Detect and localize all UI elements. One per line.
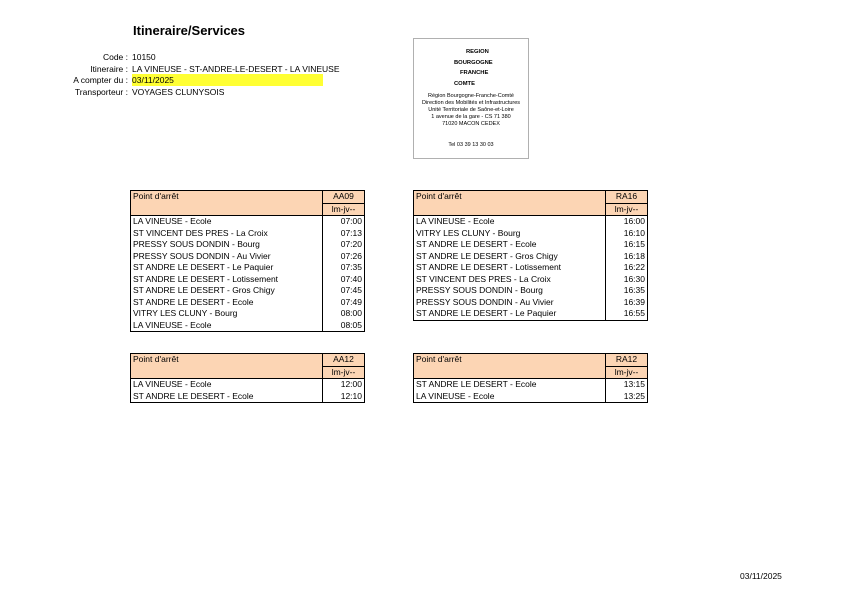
table-row	[131, 239, 365, 251]
stop-time: 16:30	[606, 274, 648, 286]
itineraire-value: LA VINEUSE - ST-ANDRE-LE-DESERT - LA VINEUSE	[132, 64, 340, 74]
stop-time: 13:25	[606, 391, 648, 403]
table-header	[131, 354, 365, 367]
stop-column-header: Point d'arrêt	[414, 191, 606, 216]
table-row	[131, 308, 365, 320]
logo-line: COMTE	[454, 80, 475, 87]
logo-line: BOURGOGNE	[454, 59, 493, 66]
date-label: A compter du :	[73, 75, 128, 85]
stop-time: 07:20	[323, 239, 365, 251]
timetable-aa09	[130, 190, 365, 332]
table-header	[131, 191, 365, 204]
region-logo-mark	[444, 47, 504, 89]
stop-name: VITRY LES CLUNY - Bourg	[414, 228, 606, 240]
transporteur-value: VOYAGES CLUNYSOIS	[132, 87, 225, 97]
stop-time: 08:05	[323, 320, 365, 332]
stop-name: VITRY LES CLUNY - Bourg	[131, 308, 323, 320]
address-line: Direction des Mobilités et Infrastructures	[421, 100, 521, 106]
service-code: AA12	[323, 354, 365, 367]
stop-name: LA VINEUSE - Ecole	[131, 216, 323, 228]
region-logo	[413, 38, 529, 159]
region-tel: Tel 03 39 13 30 03	[448, 142, 494, 148]
table-row	[131, 297, 365, 309]
itineraire-label: Itineraire :	[90, 64, 128, 74]
table-row	[131, 262, 365, 274]
service-days: lm-jv--	[606, 203, 648, 216]
stop-time: 07:00	[323, 216, 365, 228]
stop-column-header: Point d'arrêt	[131, 191, 323, 216]
stop-time: 16:18	[606, 251, 648, 263]
stop-time: 07:13	[323, 228, 365, 240]
table-row	[131, 274, 365, 286]
stop-name: ST ANDRE LE DESERT - Le Paquier	[131, 262, 323, 274]
table-row	[131, 285, 365, 297]
stop-name: LA VINEUSE - Ecole	[131, 320, 323, 332]
stop-name: ST VINCENT DES PRES - La Croix	[131, 228, 323, 240]
stop-name: ST ANDRE LE DESERT - Le Paquier	[414, 308, 606, 320]
stop-name: PRESSY SOUS DONDIN - Au Vivier	[414, 297, 606, 309]
stop-column-header: Point d'arrêt	[414, 354, 606, 379]
stop-name: ST ANDRE LE DESERT - Ecole	[131, 297, 323, 309]
date-highlight: 03/11/2025	[132, 74, 323, 86]
service-code: RA12	[606, 354, 648, 367]
stop-name: ST ANDRE LE DESERT - Ecole	[414, 239, 606, 251]
stop-name: ST ANDRE LE DESERT - Lotissement	[131, 274, 323, 286]
table-header	[414, 354, 648, 367]
table-row	[414, 379, 648, 391]
table-row	[131, 216, 365, 228]
stop-time: 12:00	[323, 379, 365, 391]
stop-name: ST ANDRE LE DESERT - Ecole	[414, 379, 606, 391]
table-row	[414, 239, 648, 251]
service-code: RA16	[606, 191, 648, 204]
timetable-aa12	[130, 353, 365, 403]
stop-name: PRESSY SOUS DONDIN - Bourg	[131, 239, 323, 251]
stop-name: ST ANDRE LE DESERT - Ecole	[131, 391, 323, 403]
stop-name: ST VINCENT DES PRES - La Croix	[414, 274, 606, 286]
address-line: Région Bourgogne-Franche-Comté	[428, 93, 514, 99]
table-row	[131, 320, 365, 332]
logo-line: FRANCHE	[460, 70, 489, 76]
table-row	[131, 379, 365, 391]
table-row	[414, 216, 648, 228]
stop-time: 12:10	[323, 391, 365, 403]
stop-name: ST ANDRE LE DESERT - Lotissement	[414, 262, 606, 274]
stop-time: 16:10	[606, 228, 648, 240]
table-row	[414, 262, 648, 274]
stop-time: 07:40	[323, 274, 365, 286]
stop-time: 07:35	[323, 262, 365, 274]
stop-name: ST ANDRE LE DESERT - Gros Chigy	[414, 251, 606, 263]
stop-time: 16:39	[606, 297, 648, 309]
table-row	[414, 391, 648, 403]
address-line: Unité Territoriale de Saône-et-Loire	[428, 107, 514, 113]
timetable-ra16	[413, 190, 648, 321]
stop-time: 07:26	[323, 251, 365, 263]
logo-line: REGION	[466, 49, 489, 55]
transporteur-label: Transporteur :	[74, 87, 128, 97]
region-address	[416, 93, 526, 128]
table-row	[414, 285, 648, 297]
timetable-ra12	[413, 353, 648, 403]
stop-name: PRESSY SOUS DONDIN - Au Vivier	[131, 251, 323, 263]
table-row	[414, 228, 648, 240]
footer-date: 03/11/2025	[740, 571, 782, 581]
stop-time: 16:00	[606, 216, 648, 228]
stop-time: 16:22	[606, 262, 648, 274]
stop-time: 08:00	[323, 308, 365, 320]
table-row	[414, 274, 648, 286]
stop-time: 16:35	[606, 285, 648, 297]
code-label: Code :	[102, 52, 128, 62]
page-title: Itineraire/Services	[133, 23, 246, 38]
stop-name: LA VINEUSE - Ecole	[414, 391, 606, 403]
table-row	[131, 228, 365, 240]
stop-time: 07:49	[323, 297, 365, 309]
address-line: 71020 MACON CEDEX	[442, 121, 500, 127]
table-row	[414, 251, 648, 263]
service-days: lm-jv--	[323, 366, 365, 379]
service-code: AA09	[323, 191, 365, 204]
table-row	[414, 297, 648, 309]
table-header	[414, 191, 648, 204]
stop-time: 07:45	[323, 285, 365, 297]
stop-time: 16:55	[606, 308, 648, 320]
stop-name: ST ANDRE LE DESERT - Gros Chigy	[131, 285, 323, 297]
stop-name: PRESSY SOUS DONDIN - Bourg	[414, 285, 606, 297]
address-line: 1 avenue de la gare - CS 71 380	[431, 114, 511, 120]
service-days: lm-jv--	[606, 366, 648, 379]
code-value: 10150	[132, 52, 156, 62]
table-row	[131, 391, 365, 403]
service-days: lm-jv--	[323, 203, 365, 216]
stop-name: LA VINEUSE - Ecole	[131, 379, 323, 391]
stop-column-header: Point d'arrêt	[131, 354, 323, 379]
stop-time: 13:15	[606, 379, 648, 391]
stop-time: 16:15	[606, 239, 648, 251]
table-row	[414, 308, 648, 320]
table-row	[131, 251, 365, 263]
stop-name: LA VINEUSE - Ecole	[414, 216, 606, 228]
date-value	[132, 74, 323, 86]
